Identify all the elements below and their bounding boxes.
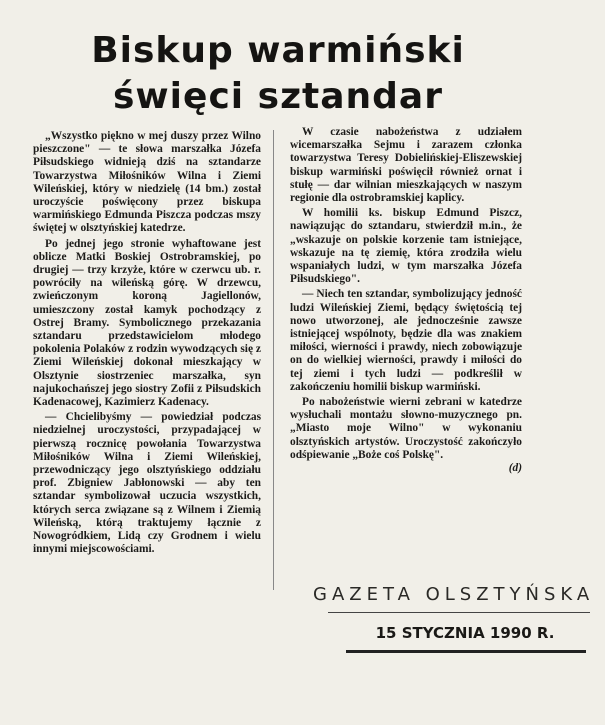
author-signature: (d) bbox=[508, 462, 522, 475]
paragraph: „Wszystko piękno w mej duszy przez Wilno pieszczone" — te słowa marszałka Józefa Piłsudskiego widnieją dziś na sztandarze Towarzystwa Miłośników Wilna i Ziemi Wileńskiej, który w niedzielę (14 bm.) został uroczyście poświęcony przez biskupa warmińskiego Edmunda Piszcza podczas mszy świętej w olsztyńskiej katedrze. bbox=[33, 130, 261, 235]
article-right-column bbox=[290, 126, 522, 475]
paragraph: — Chcielibyśmy — powiedział podczas niedzielnej uroczystości, przypadającej w pierwszą rocznicę powołania Towarzystwa Miłośników Wilna i Ziemi Wileńskiej, przewodniczący jego olsztyńskiego oddziału prof. Zbigniew Jabłonowski — aby ten sztandar symbolizował uczucia wszystkich, których serca związane są z Wilnem i Ziemią Wileńską, którą traktujemy łącznie z Nowogródkiem, Lidą czy Grodnem i wielu innymi miejscowościami. bbox=[33, 411, 261, 556]
masthead-rule bbox=[328, 612, 590, 613]
headline bbox=[68, 28, 488, 120]
article-left-column bbox=[33, 130, 261, 557]
paragraph: W czasie nabożeństwa z udziałem wicemarszałka Sejmu i zarazem członka towarzystwa Teresy Dobielińskiej-Eliszewskiej biskup warmiński poświęcił również ornat i stułę — dar wilnian mieszkających w naszym regionie dla ostrobramskiej kaplicy. bbox=[290, 126, 522, 205]
newspaper-clipping bbox=[28, 18, 595, 708]
publication-date: 15 STYCZNIA 1990 R. bbox=[375, 624, 555, 642]
date-underline bbox=[346, 650, 586, 653]
headline-line-1: Biskup warmiński bbox=[91, 30, 465, 71]
paragraph: — Niech ten sztandar, symbolizujący jedność ludzi Wileńskiej Ziemi, będący świętością tej nowo utworzonej, ale jednocześnie zawsze istniejącej wspólnoty, będzie dla was znakiem miłości, wierności i prawdy, niech zobowiązuje on do wielkiej wierności, prawdy i miłości do tej ziemi i tych ludzi — podkreślił w zakończeniu homilii biskup warmiński. bbox=[290, 288, 522, 393]
newspaper-name: GAZETA OLSZTYŃSKA bbox=[313, 584, 595, 605]
paragraph: Po jednej jego stronie wyhaftowane jest oblicze Matki Boskiej Ostrobramskiej, po drugiej — trzy krzyże, które w czerwcu ub. r. powróciły na wileńską górę. W drzewcu, zwieńczonym koroną Jagiellonów, umieszczony został kamyk pochodzący z Ostrej Bramy. Symbolicznego przekazania sztandaru przedstawicielom młodego pokolenia Polaków z rodzin wywodzących się z Ziemi Wileńskiej dokonał mieszkający w Olsztynie siostrzeniec marszałka, syn najukochańszej jego siostry Zofii z Piłsudskich Kadenacowej, Kazimierz Kadenacy. bbox=[33, 237, 261, 409]
paragraph: Po nabożeństwie wierni zebrani w katedrze wysłuchali montażu słowno-muzycznego pn. „Miasto moje Wilno" w wykonaniu olsztyńskich artystów. Uroczystość zakończyło odśpiewanie „Boże coś Polskę". bbox=[290, 396, 522, 461]
headline-line-2: święci sztandar bbox=[113, 76, 443, 117]
column-divider bbox=[273, 130, 274, 590]
paragraph: W homilii ks. biskup Edmund Piszcz, nawiązując do sztandaru, stwierdził m.in., że „wskazuje on polskie korzenie tam istniejące, wskazuje na tę ziemię, która zrodziła wielu wspaniałych ludzi, w tym marszałka Józefa Piłsudskiego". bbox=[290, 207, 522, 286]
